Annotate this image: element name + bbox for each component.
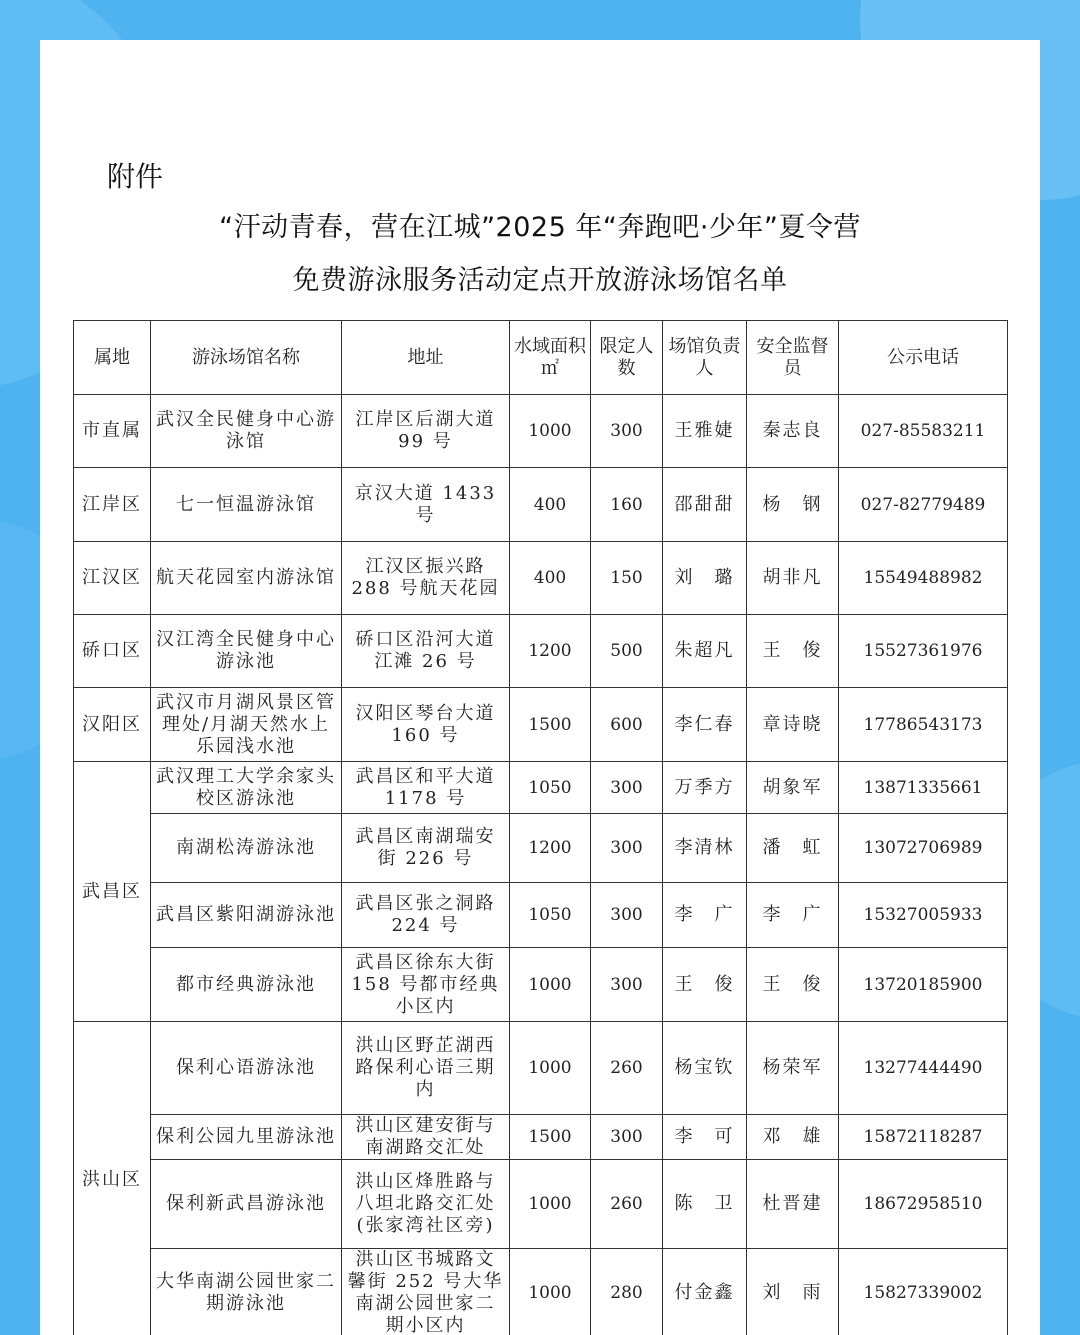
area-cell: 1000 (510, 395, 591, 468)
table-row (74, 1249, 1008, 1335)
supervisor-cell: 李 广 (747, 883, 839, 948)
district-cell: 汉阳区 (74, 688, 151, 762)
address-cell: 洪山区书城路文馨街 252 号大华南湖公园世家二期小区内 (342, 1249, 510, 1335)
area-cell: 1200 (510, 814, 591, 883)
table-row (74, 395, 1008, 468)
capacity-cell: 300 (591, 814, 663, 883)
supervisor-cell: 王 俊 (747, 948, 839, 1022)
area-cell: 1050 (510, 762, 591, 814)
header-manager: 场馆负责人 (663, 321, 747, 395)
address-cell: 江岸区后湖大道 99 号 (342, 395, 510, 468)
address-cell: 洪山区野芷湖西路保利心语三期内 (342, 1022, 510, 1115)
document-title-line1: “汗动青春，营在江城”2025 年“奔跑吧·少年”夏令营 (219, 212, 861, 243)
area-cell: 1000 (510, 1249, 591, 1335)
area-cell: 1500 (510, 688, 591, 762)
supervisor-cell: 潘 虹 (747, 814, 839, 883)
supervisor-cell: 刘 雨 (747, 1249, 839, 1335)
supervisor-cell: 杨荣军 (747, 1022, 839, 1115)
phone-cell: 15872118287 (839, 1115, 1008, 1160)
venue-cell: 大华南湖公园世家二期游泳池 (151, 1249, 342, 1335)
table-row (74, 615, 1008, 688)
phone-cell: 13871335661 (839, 762, 1008, 814)
venue-cell: 都市经典游泳池 (151, 948, 342, 1022)
table-row (74, 948, 1008, 1022)
venue-cell: 汉江湾全民健身中心游泳池 (151, 615, 342, 688)
venue-cell: 保利心语游泳池 (151, 1022, 342, 1115)
header-district: 属地 (74, 321, 151, 395)
address-cell: 硚口区沿河大道江滩 26 号 (342, 615, 510, 688)
address-cell: 京汉大道 1433 号 (342, 468, 510, 542)
address-cell: 洪山区建安街与南湖路交汇处 (342, 1115, 510, 1160)
address-cell: 武昌区徐东大街 158 号都市经典小区内 (342, 948, 510, 1022)
manager-cell: 朱超凡 (663, 615, 747, 688)
capacity-cell: 500 (591, 615, 663, 688)
manager-cell: 王雅婕 (663, 395, 747, 468)
venue-cell: 武汉全民健身中心游泳馆 (151, 395, 342, 468)
manager-cell: 杨宝钦 (663, 1022, 747, 1115)
table-row (74, 762, 1008, 814)
venue-cell: 南湖松涛游泳池 (151, 814, 342, 883)
address-cell: 武昌区南湖瑞安街 226 号 (342, 814, 510, 883)
district-cell: 市直属 (74, 395, 151, 468)
address-cell: 汉阳区琴台大道 160 号 (342, 688, 510, 762)
capacity-cell: 300 (591, 883, 663, 948)
district-cell: 武昌区 (74, 762, 151, 1022)
phone-cell: 027-85583211 (839, 395, 1008, 468)
capacity-cell: 600 (591, 688, 663, 762)
capacity-cell: 160 (591, 468, 663, 542)
area-cell: 1200 (510, 615, 591, 688)
phone-cell: 027-82779489 (839, 468, 1008, 542)
supervisor-cell: 杜晋建 (747, 1160, 839, 1249)
capacity-cell: 300 (591, 1115, 663, 1160)
address-cell: 洪山区烽胜路与八坦北路交汇处(张家湾社区旁) (342, 1160, 510, 1249)
manager-cell: 陈 卫 (663, 1160, 747, 1249)
phone-cell: 17786543173 (839, 688, 1008, 762)
phone-cell: 15827339002 (839, 1249, 1008, 1335)
venue-table (73, 320, 1008, 1335)
capacity-cell: 300 (591, 948, 663, 1022)
table-row (74, 1022, 1008, 1115)
district-cell: 江汉区 (74, 542, 151, 615)
area-cell: 1000 (510, 1160, 591, 1249)
manager-cell: 李 可 (663, 1115, 747, 1160)
phone-cell: 15327005933 (839, 883, 1008, 948)
table-row (74, 814, 1008, 883)
supervisor-cell: 胡象军 (747, 762, 839, 814)
supervisor-cell: 秦志良 (747, 395, 839, 468)
manager-cell: 李清林 (663, 814, 747, 883)
header-venue: 游泳场馆名称 (151, 321, 342, 395)
venue-cell: 保利新武昌游泳池 (151, 1160, 342, 1249)
manager-cell: 刘 璐 (663, 542, 747, 615)
capacity-cell: 280 (591, 1249, 663, 1335)
supervisor-cell: 杨 钢 (747, 468, 839, 542)
area-cell: 1500 (510, 1115, 591, 1160)
table-row (74, 542, 1008, 615)
phone-cell: 13277444490 (839, 1022, 1008, 1115)
phone-cell: 13072706989 (839, 814, 1008, 883)
table-row (74, 468, 1008, 542)
address-cell: 江汉区振兴路 288 号航天花园 (342, 542, 510, 615)
venue-cell: 武昌区紫阳湖游泳池 (151, 883, 342, 948)
document-title-line2: 免费游泳服务活动定点开放游泳场馆名单 (292, 265, 788, 296)
header-phone: 公示电话 (839, 321, 1008, 395)
supervisor-cell: 胡非凡 (747, 542, 839, 615)
area-cell: 1000 (510, 1022, 591, 1115)
manager-cell: 李 广 (663, 883, 747, 948)
capacity-cell: 260 (591, 1022, 663, 1115)
manager-cell: 付金鑫 (663, 1249, 747, 1335)
area-cell: 1050 (510, 883, 591, 948)
area-cell: 400 (510, 542, 591, 615)
header-capacity: 限定人数 (591, 321, 663, 395)
capacity-cell: 260 (591, 1160, 663, 1249)
table-row (74, 688, 1008, 762)
manager-cell: 李仁春 (663, 688, 747, 762)
manager-cell: 邵甜甜 (663, 468, 747, 542)
table-header-row (74, 321, 1008, 395)
area-cell: 1000 (510, 948, 591, 1022)
address-cell: 武昌区和平大道 1178 号 (342, 762, 510, 814)
venue-cell: 七一恒温游泳馆 (151, 468, 342, 542)
phone-cell: 15527361976 (839, 615, 1008, 688)
venue-cell: 航天花园室内游泳馆 (151, 542, 342, 615)
header-address: 地址 (342, 321, 510, 395)
table-row (74, 1115, 1008, 1160)
phone-cell: 13720185900 (839, 948, 1008, 1022)
district-cell: 江岸区 (74, 468, 151, 542)
document-page (40, 40, 1040, 1335)
capacity-cell: 300 (591, 762, 663, 814)
header-supervisor: 安全监督员 (747, 321, 839, 395)
phone-cell: 18672958510 (839, 1160, 1008, 1249)
supervisor-cell: 王 俊 (747, 615, 839, 688)
capacity-cell: 150 (591, 542, 663, 615)
area-cell: 400 (510, 468, 591, 542)
phone-cell: 15549488982 (839, 542, 1008, 615)
address-cell: 武昌区张之洞路 224 号 (342, 883, 510, 948)
supervisor-cell: 邓 雄 (747, 1115, 839, 1160)
attachment-label: 附件 (107, 160, 164, 193)
district-cell: 硚口区 (74, 615, 151, 688)
venue-cell: 保利公园九里游泳池 (151, 1115, 342, 1160)
venue-cell: 武汉理工大学余家头校区游泳池 (151, 762, 342, 814)
manager-cell: 万季方 (663, 762, 747, 814)
supervisor-cell: 章诗晓 (747, 688, 839, 762)
capacity-cell: 300 (591, 395, 663, 468)
table-row (74, 1160, 1008, 1249)
table-row (74, 883, 1008, 948)
district-cell: 洪山区 (74, 1022, 151, 1335)
header-area: 水域面积㎡ (510, 321, 591, 395)
manager-cell: 王 俊 (663, 948, 747, 1022)
venue-cell: 武汉市月湖风景区管理处/月湖天然水上乐园浅水池 (151, 688, 342, 762)
